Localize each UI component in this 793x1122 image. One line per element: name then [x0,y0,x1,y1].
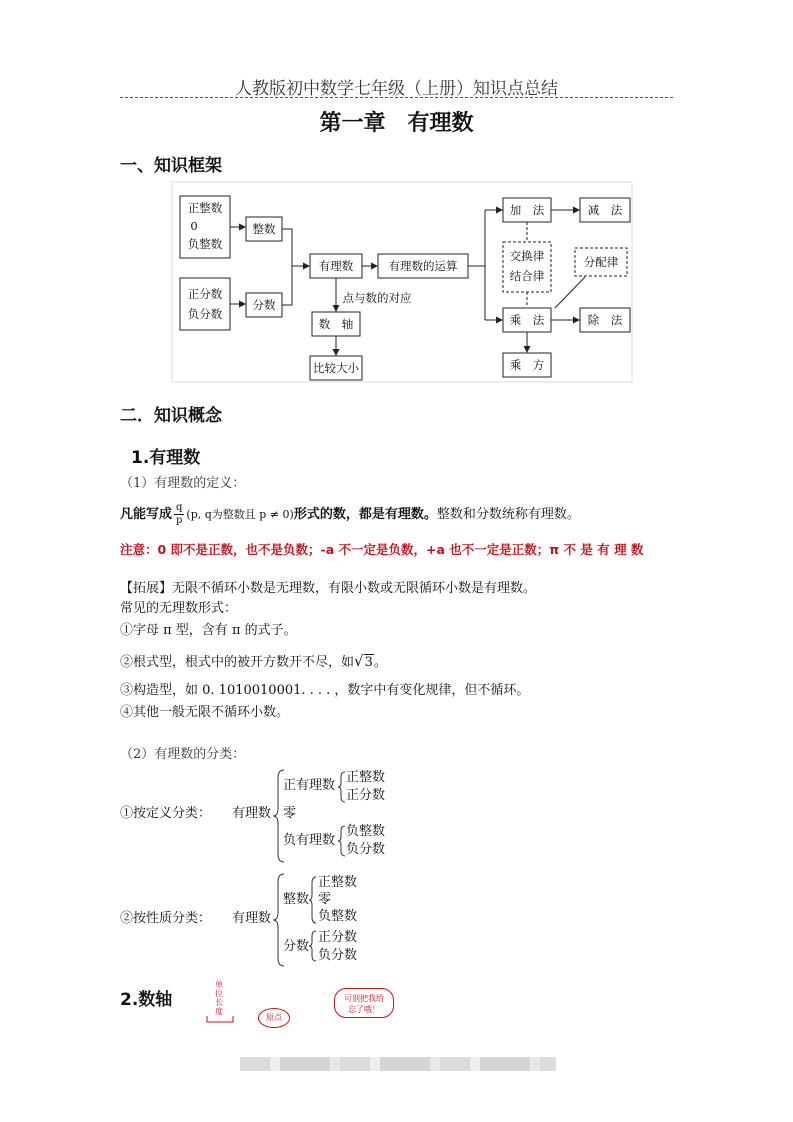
definition-line [120,502,580,527]
c2-brace-fraction [308,930,318,962]
c2-integer: 整数 [283,892,310,907]
annotation-unit-bracket [205,1014,235,1026]
note-red: 注意：0 即不是正数，也不是负数；-a 不一定是负数，+a 也不一定是正数；π 不 是 有 理 数 [120,542,644,557]
c1-positive: 正有理数 [283,778,336,793]
knowledge-framework-diagram [170,180,650,385]
irrational-item-2-end: 。 [373,655,387,670]
c2-brace-integer [308,876,318,924]
box-a-line-3: 负整数 [187,237,223,251]
label-chengfang: 乘 方 [509,358,545,372]
c2-fraction-neg: 负分数 [318,948,358,963]
sqrt-symbol: √ [354,652,364,670]
c2-label: ②按性质分类： [120,911,212,926]
fraction-q-over-p [174,502,184,527]
c2-integer-neg: 负整数 [318,909,358,924]
definition-tail: 整数和分数统称有理数。 [436,507,580,522]
annotation-reminder-line2: 忘了哦！ [348,1005,380,1014]
c2-fraction: 分数 [283,939,310,954]
c2-fraction-pos: 正分数 [318,930,358,945]
definition-condition: (p, q为整数且 p ≠ 0) [186,508,294,521]
sqrt-radicand: 3 [364,655,373,670]
irrational-item-2 [120,652,387,672]
label-cheng: 乘 法 [509,313,545,327]
annotation-reminder-line1: 可别把我给 [344,994,384,1003]
definition-bold-a: 凡能写成 [120,507,173,522]
annotation-reminder [334,988,394,1018]
irrational-item-3: ③构造型，如 0. 1010010001. . . . ，数字中有变化规律，但不循环。 [120,683,530,698]
fraction-numerator: q [176,502,183,513]
sub2-heading: 2.数轴 [120,990,173,1010]
c1-positive-frac: 正分数 [346,788,386,803]
extension-line: 【拓展】无限不循环小数是无理数，有限小数或无限循环小数是有理数。 [120,581,537,596]
c2-integer-pos: 正整数 [318,875,358,890]
c1-zero: 零 [283,806,297,821]
label-chu: 除 法 [587,313,623,327]
definition-label: （1）有理数的定义： [120,476,246,491]
document-header: 人教版初中数学七年级（上册）知识点总结 [235,79,558,99]
section2-heading: 二．知识概念 [120,406,222,426]
irrational-item-1: ①字母 π 型，含有 π 的式子。 [120,623,297,638]
c1-positive-int: 正整数 [346,770,386,785]
annotation-unit-length: 单位长度 [215,980,223,1016]
classification-label: （2）有理数的分类： [120,747,246,762]
label-fenshu: 分数 [252,298,276,312]
irrational-item-4: ④其他一般无限不循环小数。 [120,705,290,720]
label-jia: 加 法 [509,203,545,217]
label-jiaohuan: 交换律 [509,249,545,263]
irrational-item-2-text: ②根式型，根式中的被开方数开不尽，如 [120,655,355,670]
label-youlishu: 有理数 [318,259,354,273]
annotation-origin: 原点 [258,1008,290,1028]
sub1-heading: 1.有理数 [131,448,201,468]
irrational-forms-title: 常见的无理数形式： [120,601,238,616]
label-jiehe: 结合律 [509,269,545,283]
c1-negative-int: 负整数 [346,824,386,839]
box-a-line-1: 正整数 [187,201,223,215]
c1-negative: 负有理数 [283,833,336,848]
fraction-denominator: p [176,515,183,526]
definition-bold-b: 形式的数，都是有理数。 [293,507,437,522]
box-fractions-group [180,278,230,330]
box-b-line-1: 正分数 [187,287,223,301]
c2-integer-zero: 零 [318,892,332,907]
c1-root: 有理数 [232,806,272,821]
c1-negative-frac: 负分数 [346,842,386,857]
label-shuzhou: 数 轴 [318,317,354,331]
label-zhengshu: 整数 [252,222,276,236]
watermark-blur [240,1057,556,1071]
section1-heading: 一、知识框架 [120,156,222,176]
chapter-title: 第一章 有理数 [319,111,474,136]
box-a-line-2: 0 [190,219,198,233]
label-dian-duiying: 点与数的对应 [342,291,412,305]
c2-root: 有理数 [232,911,272,926]
label-fenpei: 分配律 [583,255,619,269]
box-b-line-2: 负分数 [187,307,223,321]
header-rule [120,97,673,98]
c1-label: ①按定义分类： [120,806,212,821]
label-jian: 减 法 [587,203,623,217]
label-yunsuan: 有理数的运算 [388,259,458,273]
label-bijiao: 比较大小 [313,361,359,375]
